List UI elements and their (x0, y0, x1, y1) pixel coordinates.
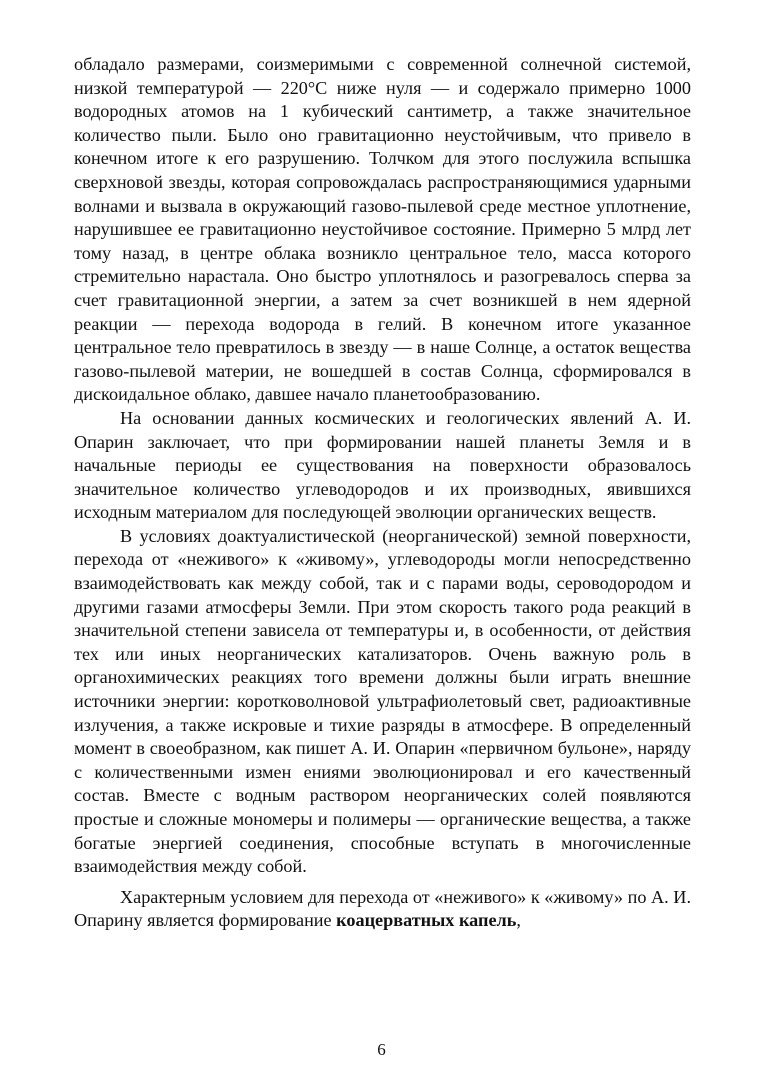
paragraph-4-text: Характерным условием для перехода от «неживого» к «живому» по А. И. Опарину является формирование (74, 886, 691, 931)
paragraph-2: На основании данных космических и геологических явлений А. И. Опарин заключает, что при формировании нашей планеты Земля и в начальные периоды ее существования на поверхности образовалось значительное количество углеводородов и их производных, явившихся исходным материалом для последующей эволюции органических веществ. (74, 407, 691, 523)
paragraph-4-tail: , (516, 910, 521, 931)
paragraph-3: В условиях доактуалистической (неорганической) земной поверхности, перехода от «неживого» к «живому», углеводороды могли непосредственно взаимодействовать как между собой, так и с парами воды, сероводородом и другими газами атмосферы Земли. При этом скорость такого рода реакций в значительной степени зависела от температуры и, в особенности, от действия тех или иных неорганических катализаторов. Очень важную роль в органохимических реакциях того времени должны были играть внешние источники энергии: коротковолновой ультрафиолетовый свет, радиоактивные излучения, а также искровые и тихие разряды в атмосфере. В определенный момент в своеобразном, как пишет А. И. Опарин «первичном бульоне», наряду с количественными измен ениями эволюционировал и его качественный состав. Вместе с водным раствором неорганических солей появляются простые и сложные мономеры и полимеры — органические вещества, а также богатые энергией соединения, способные вступать в многочисленные взаимодействия между собой. (74, 525, 691, 877)
body-text (74, 53, 691, 933)
bold-term: коацерватных капель (336, 910, 517, 931)
paragraph-1: обладало размерами, соизмеримыми с современной солнечной системой, низкой температурой — 220°С ниже нуля — и содержало примерно 1000 водородных атомов на 1 кубический сантиметр, а также значительное количество пыли. Было оно гравитационно неустойчивым, что привело в конечном итоге к его разрушению. Толчком для этого послужила вспышка сверхновой звезды, которая сопровождалась распространяющимися ударными волнами и вызвала в окружающий газово-пылевой среде местное уплотнение, нарушившее ее гравитационно неустойчивое состояние. Примерно 5 млрд лет тому назад, в центре облака возникло центральное тело, масса которого стремительно нарастала. Оно быстро уплотнялось и разогревалось сперва за счет гравитационной энергии, а затем за счет возникшей в нем ядерной реакции — перехода водорода в гелий. В конечном итоге указанное центральное тело превратилось в звезду — в наше Солнце, а остаток вещества газово-пылевой материи, не вошедшей в состав Солнца, сформировался в дискоидальное облако, давшее начало планетообразованию. (74, 54, 691, 405)
paragraph-4 (74, 886, 691, 933)
page-number: 6 (377, 1040, 386, 1059)
